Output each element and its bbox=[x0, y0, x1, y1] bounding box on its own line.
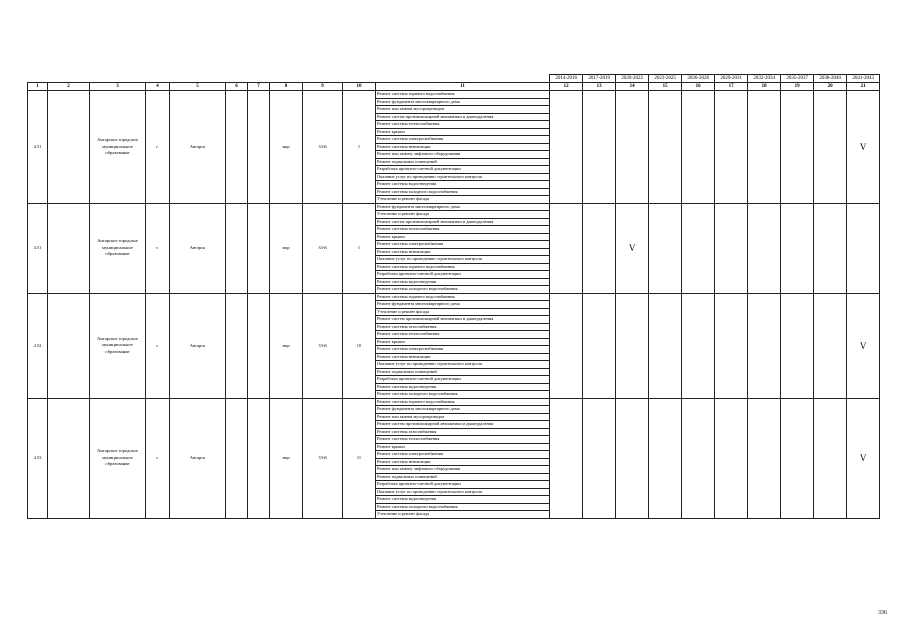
settlement-type-cell: г. bbox=[146, 293, 170, 398]
period-cell bbox=[616, 398, 649, 518]
work-item-cell: Ремонт фундамента многоквартирного дома bbox=[376, 406, 550, 414]
work-item-cell: Ремонт подвальных помещений bbox=[376, 473, 550, 481]
column-number-cell: 5 bbox=[170, 83, 226, 91]
settlement-name-cell: Ангарск bbox=[170, 203, 226, 293]
street-name-cell: 33-й bbox=[303, 293, 343, 398]
period-cell bbox=[847, 203, 880, 293]
empty-cell bbox=[226, 293, 248, 398]
column-number-cell: 12 bbox=[550, 83, 583, 91]
work-item-cell: Утепление и ремонт фасада bbox=[376, 511, 550, 519]
work-item-cell: Ремонт системы теплоснабжения bbox=[376, 226, 550, 234]
work-item-cell: Ремонт системы горячего водоснабжения bbox=[376, 398, 550, 406]
period-header-cell: 2038-2040 bbox=[814, 75, 847, 83]
column-number-cell: 10 bbox=[343, 83, 376, 91]
building-number-cell: 1 bbox=[343, 91, 376, 204]
empty-cell bbox=[248, 293, 270, 398]
work-item-cell: Ремонт или замену лифтового оборудования bbox=[376, 466, 550, 474]
work-item-cell: Ремонт крыши bbox=[376, 233, 550, 241]
work-item-cell: Оказание услуг по проведению строительного контроля bbox=[376, 488, 550, 496]
work-item-cell: Ремонт системы газоснабжения bbox=[376, 428, 550, 436]
period-cell bbox=[583, 203, 616, 293]
period-cell bbox=[715, 293, 748, 398]
work-item-cell: Утепление и ремонт фасада bbox=[376, 196, 550, 204]
work-item-cell: Ремонт крыши bbox=[376, 128, 550, 136]
building-number-cell: 1 bbox=[343, 203, 376, 293]
work-item-cell: Ремонт крыши bbox=[376, 443, 550, 451]
work-item-cell: Ремонт системы электроснабжения bbox=[376, 241, 550, 249]
settlement-type-cell: г. bbox=[146, 398, 170, 518]
period-cell bbox=[550, 203, 583, 293]
work-item-cell: Ремонт систем противопожарной автоматики и дымоудаления bbox=[376, 113, 550, 121]
work-item-cell: Утепление и ремонт фасада bbox=[376, 211, 550, 219]
work-item-cell: Ремонт системы водоотведения bbox=[376, 383, 550, 391]
work-item-cell: Ремонт системы вентиляции bbox=[376, 143, 550, 151]
work-item-cell: Ремонт системы вентиляции bbox=[376, 353, 550, 361]
work-item-cell: Ремонт системы холодного водоснабжения bbox=[376, 391, 550, 399]
table-row bbox=[28, 293, 880, 301]
work-item-cell: Ремонт фундамента многоквартирного дома bbox=[376, 203, 550, 211]
period-cell bbox=[682, 91, 715, 204]
table-row bbox=[28, 203, 880, 211]
period-header-cell: 2035-2037 bbox=[781, 75, 814, 83]
empty-cell bbox=[226, 398, 248, 518]
work-item-cell: Ремонт или замену лифтового оборудования bbox=[376, 151, 550, 159]
page-number: 336 bbox=[878, 610, 887, 616]
work-item-cell: Ремонт системы теплоснабжения bbox=[376, 436, 550, 444]
work-item-cell: Ремонт крыши bbox=[376, 338, 550, 346]
period-cell bbox=[682, 293, 715, 398]
period-cell bbox=[748, 203, 781, 293]
street-name-cell: 33-й bbox=[303, 398, 343, 518]
settlement-type-cell: г. bbox=[146, 91, 170, 204]
building-number-cell: 11 bbox=[343, 398, 376, 518]
capital-repair-table bbox=[27, 74, 880, 519]
building-number-cell: 10 bbox=[343, 293, 376, 398]
municipality-cell: Ангарское городское муниципальное образование bbox=[90, 293, 146, 398]
period-cell bbox=[649, 203, 682, 293]
period-header-cell: 2026-2028 bbox=[682, 75, 715, 83]
work-item-cell: Утепление и ремонт фасада bbox=[376, 308, 550, 316]
period-cell bbox=[781, 91, 814, 204]
period-header-cell: 2014-2016 bbox=[550, 75, 583, 83]
work-item-cell: Ремонт системы водоотведения bbox=[376, 181, 550, 189]
period-cell bbox=[583, 91, 616, 204]
period-header-row bbox=[28, 75, 880, 83]
period-mark-cell: V bbox=[847, 91, 880, 204]
column-number-cell: 15 bbox=[649, 83, 682, 91]
column-number-cell: 9 bbox=[303, 83, 343, 91]
settlement-name-cell: Ангарск bbox=[170, 293, 226, 398]
work-item-cell: Ремонт системы горячего водоснабжения bbox=[376, 263, 550, 271]
table-row bbox=[28, 398, 880, 406]
period-cell bbox=[682, 203, 715, 293]
work-item-cell: Ремонт системы горячего водоснабжения bbox=[376, 91, 550, 99]
column-number-cell: 17 bbox=[715, 83, 748, 91]
empty-cell bbox=[226, 91, 248, 204]
settlement-name-cell: Ангарск bbox=[170, 398, 226, 518]
work-item-cell: Ремонт системы вентиляции bbox=[376, 458, 550, 466]
record-number-cell: 4.51 bbox=[28, 91, 48, 204]
work-item-cell: Ремонт системы газоснабжения bbox=[376, 323, 550, 331]
period-cell bbox=[649, 91, 682, 204]
column-number-cell: 21 bbox=[847, 83, 880, 91]
period-cell bbox=[715, 398, 748, 518]
record-number-cell: 4.53 bbox=[28, 398, 48, 518]
work-item-cell: Ремонт системы холодного водоснабжения bbox=[376, 503, 550, 511]
period-cell bbox=[583, 293, 616, 398]
empty-cell bbox=[226, 203, 248, 293]
column-number-cell: 11 bbox=[376, 83, 550, 91]
period-header-cell: 2017-2019 bbox=[583, 75, 616, 83]
column-number-cell: 18 bbox=[748, 83, 781, 91]
period-mark-cell: V bbox=[847, 398, 880, 518]
period-cell bbox=[649, 398, 682, 518]
municipality-cell: Ангарское городское муниципальное образование bbox=[90, 91, 146, 204]
work-item-cell: Разработка проектно-сметной документации bbox=[376, 166, 550, 174]
period-cell bbox=[748, 398, 781, 518]
period-cell bbox=[814, 293, 847, 398]
period-cell bbox=[550, 293, 583, 398]
work-item-cell: Ремонт системы горячего водоснабжения bbox=[376, 293, 550, 301]
work-item-cell: Ремонт системы водоотведения bbox=[376, 496, 550, 504]
municipality-cell: Ангарское городское муниципальное образование bbox=[90, 203, 146, 293]
work-item-cell: Ремонт подвальных помещений bbox=[376, 158, 550, 166]
column-number-cell: 14 bbox=[616, 83, 649, 91]
work-item-cell: Ремонт системы электроснабжения bbox=[376, 346, 550, 354]
work-item-cell: Ремонт систем противопожарной автоматики и дымоудаления bbox=[376, 316, 550, 324]
column-number-cell: 20 bbox=[814, 83, 847, 91]
column-number-cell: 16 bbox=[682, 83, 715, 91]
street-name-cell: 33-й bbox=[303, 91, 343, 204]
period-cell bbox=[682, 398, 715, 518]
period-header-spacer bbox=[28, 75, 550, 83]
period-cell bbox=[781, 398, 814, 518]
record-number-cell: 4.52 bbox=[28, 293, 48, 398]
empty-cell bbox=[48, 293, 90, 398]
work-item-cell: Ремонт фундамента многоквартирного дома bbox=[376, 98, 550, 106]
work-item-cell: Ремонт системы теплоснабжения bbox=[376, 331, 550, 339]
period-cell bbox=[550, 398, 583, 518]
work-item-cell: Ремонт системы электроснабжения bbox=[376, 136, 550, 144]
column-number-row bbox=[28, 83, 880, 91]
settlement-name-cell: Ангарск bbox=[170, 91, 226, 204]
empty-cell bbox=[48, 91, 90, 204]
settlement-type-cell: г. bbox=[146, 203, 170, 293]
period-header-cell: 2032-2034 bbox=[748, 75, 781, 83]
work-item-cell: Ремонт системы вентиляции bbox=[376, 248, 550, 256]
empty-cell bbox=[248, 91, 270, 204]
record-number-cell: 4.51 bbox=[28, 203, 48, 293]
empty-cell bbox=[248, 398, 270, 518]
period-cell bbox=[550, 91, 583, 204]
column-number-cell: 4 bbox=[146, 83, 170, 91]
municipality-cell: Ангарское городское муниципальное образование bbox=[90, 398, 146, 518]
period-header-cell: 2020-2022 bbox=[616, 75, 649, 83]
work-item-cell: Оказание услуг по проведению строительного контроля bbox=[376, 361, 550, 369]
column-number-cell: 6 bbox=[226, 83, 248, 91]
street-type-cell: мкр bbox=[270, 203, 303, 293]
empty-cell bbox=[48, 398, 90, 518]
work-item-cell: Ремонт системы электроснабжения bbox=[376, 451, 550, 459]
work-item-cell: Ремонт систем противопожарной автоматики и дымоудаления bbox=[376, 218, 550, 226]
column-number-cell: 7 bbox=[248, 83, 270, 91]
work-item-cell: Разработка проектно-сметной документации bbox=[376, 481, 550, 489]
period-cell bbox=[814, 203, 847, 293]
street-name-cell: 33-й bbox=[303, 203, 343, 293]
period-mark-cell: V bbox=[847, 293, 880, 398]
work-item-cell: Ремонт системы холодного водоснабжения bbox=[376, 286, 550, 294]
empty-cell bbox=[48, 203, 90, 293]
period-cell bbox=[748, 293, 781, 398]
period-cell bbox=[781, 293, 814, 398]
period-cell bbox=[814, 398, 847, 518]
street-type-cell: мкр bbox=[270, 293, 303, 398]
work-item-cell: Ремонт или замена мусоропроводов bbox=[376, 106, 550, 114]
period-cell bbox=[715, 91, 748, 204]
work-item-cell: Разработка проектно-сметной документации bbox=[376, 271, 550, 279]
period-mark-cell: V bbox=[616, 203, 649, 293]
street-type-cell: мкр bbox=[270, 91, 303, 204]
column-number-cell: 1 bbox=[28, 83, 48, 91]
street-type-cell: мкр bbox=[270, 398, 303, 518]
period-header-cell: 2023-2025 bbox=[649, 75, 682, 83]
period-cell bbox=[814, 91, 847, 204]
work-item-cell: Ремонт подвальных помещений bbox=[376, 368, 550, 376]
period-cell bbox=[583, 398, 616, 518]
period-cell bbox=[748, 91, 781, 204]
work-item-cell: Ремонт фундамента многоквартирного дома bbox=[376, 301, 550, 309]
work-item-cell: Оказание услуг по проведению строительного контроля bbox=[376, 173, 550, 181]
column-number-cell: 13 bbox=[583, 83, 616, 91]
work-item-cell: Ремонт или замена мусоропроводов bbox=[376, 413, 550, 421]
work-item-cell: Ремонт системы водоотведения bbox=[376, 278, 550, 286]
period-header-cell: 2041-2043 bbox=[847, 75, 880, 83]
column-number-cell: 3 bbox=[90, 83, 146, 91]
period-cell bbox=[616, 91, 649, 204]
work-item-cell: Ремонт системы теплоснабжения bbox=[376, 121, 550, 129]
period-cell bbox=[781, 203, 814, 293]
column-number-cell: 8 bbox=[270, 83, 303, 91]
table-row bbox=[28, 91, 880, 99]
column-number-cell: 2 bbox=[48, 83, 90, 91]
empty-cell bbox=[248, 203, 270, 293]
period-cell bbox=[715, 203, 748, 293]
work-item-cell: Ремонт системы холодного водоснабжения bbox=[376, 188, 550, 196]
work-item-cell: Оказание услуг по проведению строительного контроля bbox=[376, 256, 550, 264]
period-cell bbox=[616, 293, 649, 398]
period-header-cell: 2029-2031 bbox=[715, 75, 748, 83]
work-item-cell: Ремонт систем противопожарной автоматики и дымоудаления bbox=[376, 421, 550, 429]
period-cell bbox=[649, 293, 682, 398]
work-item-cell: Разработка проектно-сметной документации bbox=[376, 376, 550, 384]
column-number-cell: 19 bbox=[781, 83, 814, 91]
